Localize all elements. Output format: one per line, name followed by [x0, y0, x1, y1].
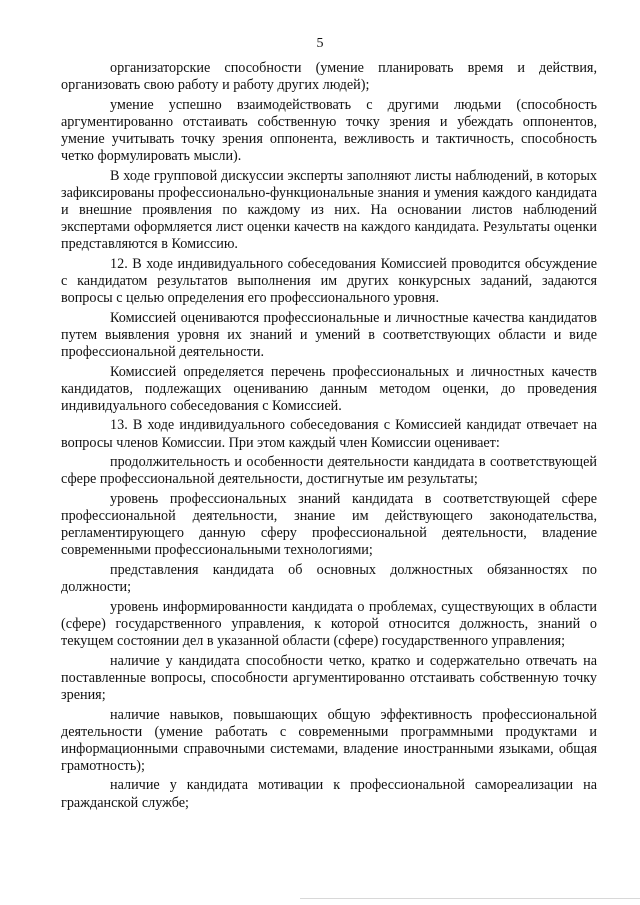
paragraph: 12. В ходе индивидуального собеседования Комиссией проводится обсуждение с кандидатом результатов выполнения им других конкурсных заданий, задаются вопросы с целью определения его профессионального уровня.	[61, 255, 597, 306]
paragraph: уровень информированности кандидата о проблемах, существующих в области (сфере) государственного управления, к которой относится должность, знаний о текущем состоянии дел в указанной области (сфере) государственного управления;	[61, 598, 597, 649]
paragraph: наличие у кандидата мотивации к профессиональной самореализации на гражданской службе;	[61, 777, 597, 811]
paragraph: наличие у кандидата способности четко, кратко и содержательно отвечать на поставленные вопросы, способности аргументированно отстаивать собственную точку зрения;	[61, 652, 597, 703]
paragraph: Комиссией определяется перечень профессиональных и личностных качеств кандидатов, подлежащих оцениванию данным методом оценки, до проведения индивидуального собеседования с Комиссией.	[61, 363, 597, 414]
paragraph: наличие навыков, повышающих общую эффективность профессиональной деятельности (умение работать с современными программными продуктами и информационными справочными системами, владение иностранными языками, общая грамотность);	[61, 706, 597, 774]
scan-edge-line	[300, 898, 640, 899]
paragraph: 13. В ходе индивидуального собеседования с Комиссией кандидат отвечает на вопросы членов Комиссии. При этом каждый член Комиссии оценивает:	[61, 417, 597, 451]
paragraph: организаторские способности (умение планировать время и действия, организовать свою работу и работу других людей);	[61, 60, 597, 94]
document-body	[61, 60, 597, 814]
paragraph: представления кандидата об основных должностных обязанностях по должности;	[61, 561, 597, 596]
page-number: 5	[316, 36, 324, 51]
paragraph: продолжительность и особенности деятельности кандидата в соответствующей сфере профессиональной деятельности, достигнутые им результаты;	[61, 454, 597, 488]
paragraph: уровень профессиональных знаний кандидата в соответствующей сфере профессиональной деятельности, знание им действующего законодательства, регламентирующего данную сферу профессиональной деятельности, владение современными профессиональными технологиями;	[61, 491, 597, 559]
paragraph: Комиссией оцениваются профессиональные и личностные качества кандидатов путем выявления уровня их знаний и умений в соответствующих области и виде профессиональной деятельности.	[61, 309, 597, 360]
paragraph: В ходе групповой дискуссии эксперты заполняют листы наблюдений, в которых зафиксированы профессионально-функциональные знания и умения каждого кандидата и внешние проявления по каждому из них. На основании листов наблюдений экспертами оформляется лист оценки качеств на каждого кандидата. Результаты оценки представляются в Комиссию.	[61, 167, 597, 253]
paragraph: умение успешно взаимодействовать с другими людьми (способность аргументированно отстаивать собственную точку зрения и убеждать оппонентов, умение учитывать точку зрения оппонента, вежливость и тактичность, способность четко формулировать мысли).	[61, 96, 597, 165]
